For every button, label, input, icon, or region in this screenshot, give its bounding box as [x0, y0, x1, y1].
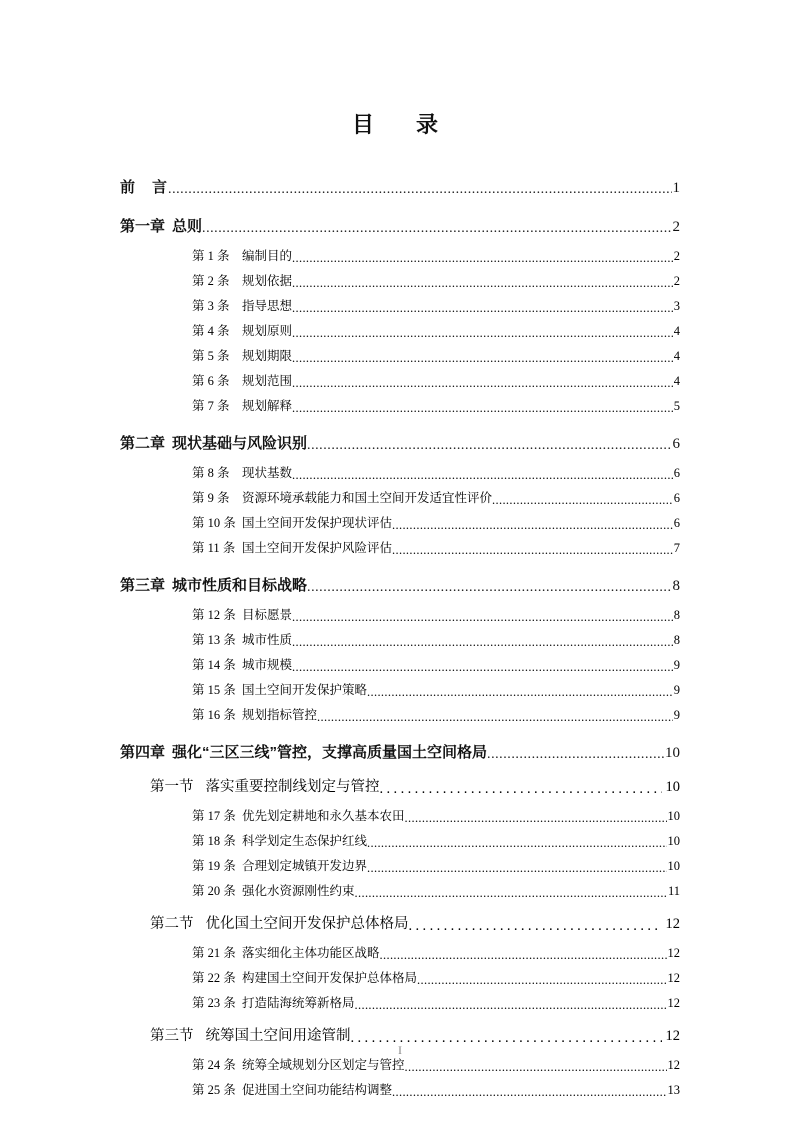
toc-entry-article[interactable]: [192, 831, 680, 849]
leader-dots: [168, 182, 671, 197]
article-number: 第 18 条: [192, 834, 236, 848]
toc-entry-label: 前 言: [120, 179, 169, 196]
toc-entry-label: [192, 856, 367, 874]
toc-entry-article[interactable]: [192, 271, 680, 289]
chapter-title: 强化“三区三线”管控，支撑高质量国土空间格局: [172, 744, 488, 761]
toc-entry-article[interactable]: [192, 630, 680, 648]
article-number: 第 19 条: [192, 859, 236, 873]
toc-entry-label: [192, 943, 380, 961]
leader-dots: [292, 277, 673, 290]
article-title: 科学划定生态保护红线: [242, 834, 368, 848]
toc-entry-page: 4: [673, 324, 680, 338]
toc-entry-article[interactable]: [192, 463, 680, 481]
toc-entry-section-3[interactable]: [150, 1024, 680, 1045]
toc-entry-article[interactable]: [192, 538, 680, 556]
toc-entry-page: 7: [673, 541, 680, 555]
toc-entry-page: 10: [667, 859, 680, 873]
leader-dots: [292, 611, 673, 624]
chapter-title: 城市性质和目标战略: [172, 577, 308, 594]
chapter-number: 第三章: [120, 577, 166, 594]
toc-entry-label: [192, 881, 355, 899]
article-number: 第 4 条: [192, 324, 230, 338]
leader-dots: [307, 438, 671, 453]
toc-entry-article[interactable]: [192, 396, 680, 414]
chapter-title: 总则: [172, 218, 203, 235]
toc-entry-label: [192, 346, 292, 364]
toc-entry-article[interactable]: [192, 488, 680, 506]
toc-entry-label: [192, 630, 292, 648]
leader-dots: [409, 919, 662, 934]
article-title: 现状基数: [242, 466, 293, 480]
toc-entry-article[interactable]: [192, 513, 680, 531]
toc-entry-article[interactable]: [192, 296, 680, 314]
toc-entry-label: [192, 680, 367, 698]
toc-entry-page: 6: [672, 436, 680, 452]
article-number: 第 24 条: [192, 1058, 236, 1072]
leader-dots: [487, 747, 664, 762]
toc-entry-page: 12: [667, 946, 680, 960]
toc-entry-front-matter[interactable]: [120, 176, 680, 197]
section-title: 落实重要控制线划定与管控: [205, 779, 380, 795]
leader-dots: [292, 327, 673, 340]
article-number: 第 16 条: [192, 708, 236, 722]
toc-entry-page: 8: [672, 578, 680, 594]
leader-dots: [392, 1086, 666, 1099]
article-number: 第 23 条: [192, 996, 236, 1010]
page-footer: I: [398, 1043, 402, 1057]
page-title: 目 录: [351, 112, 448, 137]
article-group-chapter-3: [120, 605, 680, 723]
article-title: 城市规模: [242, 658, 293, 672]
toc-entry-page: 11: [667, 884, 680, 898]
leader-dots: [355, 887, 667, 900]
article-group-chapter-1: [120, 246, 680, 414]
toc-entry-chapter-3[interactable]: [120, 574, 680, 595]
toc-entry-page: 13: [667, 1083, 680, 1097]
leader-dots: [292, 402, 673, 415]
toc-entry-article[interactable]: [192, 371, 680, 389]
article-number: 第 8 条: [192, 466, 230, 480]
article-number: 第 5 条: [192, 349, 230, 363]
toc-entry-article[interactable]: [192, 346, 680, 364]
article-title: 资源环境承载能力和国土空间开发适宜性评价: [242, 491, 493, 505]
leader-dots: [292, 469, 673, 482]
article-number: 第 9 条: [192, 491, 230, 505]
leader-dots: [405, 1061, 667, 1074]
toc-entry-page: 12: [667, 971, 680, 985]
toc-entry-label: [192, 371, 292, 389]
toc-entry-section-2[interactable]: [150, 912, 680, 933]
toc-entry-label: [120, 741, 487, 762]
toc-entry-label: [192, 271, 292, 289]
article-number: 第 1 条: [192, 249, 230, 263]
article-title: 统筹全域规划分区划定与管控: [242, 1058, 405, 1072]
toc-entry-page: 9: [673, 683, 680, 697]
leader-dots: [417, 974, 666, 987]
toc-entry-page: 12: [667, 996, 680, 1010]
toc-entry-page: 9: [673, 658, 680, 672]
leader-dots: [307, 580, 671, 595]
article-number: 第 17 条: [192, 809, 236, 823]
chapter-number: 第四章: [120, 744, 166, 761]
toc-entry-page: 4: [673, 374, 680, 388]
article-title: 落实细化主体功能区战略: [242, 946, 380, 960]
leader-dots: [292, 636, 673, 649]
article-title: 规划期限: [242, 349, 293, 363]
article-title: 规划范围: [242, 374, 293, 388]
toc-entry-page: 5: [673, 399, 680, 413]
section-number: 第二节: [150, 916, 194, 932]
toc-entry-label: [192, 605, 292, 623]
toc-entry-label: [192, 513, 392, 531]
toc-entry-article[interactable]: [192, 605, 680, 623]
toc-entry-label: [192, 968, 417, 986]
article-number: 第 10 条: [192, 516, 236, 530]
article-group-section-1: [120, 806, 680, 899]
toc-entry-page: 6: [673, 466, 680, 480]
toc-entry-label: [192, 321, 292, 339]
toc-entry-page: 1: [672, 180, 680, 196]
toc-entry-label: [192, 296, 292, 314]
leader-dots: [492, 494, 673, 507]
toc-entry-label: [192, 463, 292, 481]
section-number: 第一节: [150, 779, 194, 795]
leader-dots: [292, 252, 673, 265]
article-number: 第 25 条: [192, 1083, 236, 1097]
toc-entry-article[interactable]: [192, 246, 680, 264]
leader-dots: [292, 352, 673, 365]
toc-entry-label: [192, 831, 367, 849]
article-title: 编制目的: [242, 249, 293, 263]
article-title: 优先划定耕地和永久基本农田: [242, 809, 405, 823]
article-title: 规划依据: [242, 274, 293, 288]
toc-entry-page: 6: [673, 491, 680, 505]
toc-entry-chapter-2[interactable]: [120, 432, 680, 453]
toc-entry-label: [192, 488, 492, 506]
toc-entry-page: 2: [673, 274, 680, 288]
toc-entry-label: [120, 432, 307, 453]
article-title: 强化水资源刚性约束: [242, 884, 355, 898]
toc-entry-article[interactable]: [192, 943, 680, 961]
article-number: 第 2 条: [192, 274, 230, 288]
toc-entry-page: 10: [665, 745, 680, 761]
toc-entry-article[interactable]: [192, 705, 680, 723]
article-group-section-3: [120, 1055, 680, 1098]
toc-entry-page: 12: [667, 1058, 680, 1072]
toc-entry-article[interactable]: [192, 968, 680, 986]
chapter-number: 第一章: [120, 218, 166, 235]
toc-entry-label: [192, 993, 355, 1011]
article-number: 第 7 条: [192, 399, 230, 413]
chapter-title: 现状基础与风险识别: [172, 435, 308, 452]
article-title: 规划解释: [242, 399, 293, 413]
article-group-section-2: [120, 943, 680, 1011]
article-number: 第 20 条: [192, 884, 236, 898]
article-number: 第 21 条: [192, 946, 236, 960]
toc-entry-page: 12: [665, 1028, 680, 1044]
toc-entry-page: 3: [673, 299, 680, 313]
toc-entry-page: 2: [672, 219, 680, 235]
leader-dots: [292, 377, 673, 390]
toc-entry-page: 8: [673, 633, 680, 647]
toc-entry-page: 10: [667, 809, 680, 823]
leader-dots: [367, 862, 666, 875]
toc-entry-label: [192, 246, 292, 264]
toc-entry-article[interactable]: [192, 993, 680, 1011]
leader-dots: [367, 686, 673, 699]
toc-entry-article[interactable]: [192, 655, 680, 673]
toc-entry-label: [150, 1024, 351, 1045]
leader-dots: [355, 999, 667, 1012]
article-number: 第 14 条: [192, 658, 236, 672]
toc-entry-article[interactable]: [192, 1080, 680, 1098]
toc-entry-article[interactable]: [192, 881, 680, 899]
toc-entry-page: 8: [673, 608, 680, 622]
leader-dots: [380, 782, 662, 797]
article-title: 促进国土空间功能结构调整: [242, 1083, 393, 1097]
article-title: 构建国土空间开发保护总体格局: [242, 971, 418, 985]
toc-entry-article[interactable]: [192, 806, 680, 824]
section-number: 第三节: [150, 1028, 194, 1044]
toc-entry-page: 4: [673, 349, 680, 363]
leader-dots: [392, 519, 673, 532]
article-number: 第 6 条: [192, 374, 230, 388]
article-number: 第 22 条: [192, 971, 236, 985]
toc-entry-article[interactable]: [192, 680, 680, 698]
article-title: 合理划定城镇开发边界: [242, 859, 368, 873]
leader-dots: [292, 302, 673, 315]
toc-entry-label: [150, 912, 409, 933]
toc-entry-page: 10: [667, 834, 680, 848]
leader-dots: [367, 837, 666, 850]
toc-entry-page: 6: [673, 516, 680, 530]
section-title: 统筹国土空间用途管制: [205, 1028, 351, 1044]
leader-dots: [392, 544, 673, 557]
leader-dots: [292, 661, 673, 674]
article-title: 规划原则: [242, 324, 293, 338]
article-title: 规划指标管控: [242, 708, 318, 722]
toc-entry-page: 10: [665, 779, 680, 795]
toc-entry-chapter-4[interactable]: [120, 741, 680, 762]
leader-dots: [405, 812, 667, 825]
toc-entry-label: [120, 574, 307, 595]
toc-entry-chapter-1[interactable]: [120, 215, 680, 236]
toc-entry-label: [192, 538, 392, 556]
toc-entry-label: [120, 215, 202, 236]
leader-dots: [317, 711, 673, 724]
toc-entry-page: 2: [673, 249, 680, 263]
article-title: 目标愿景: [242, 608, 293, 622]
toc-entry-label: [192, 705, 317, 723]
article-number: 第 12 条: [192, 608, 236, 622]
toc-entry-page: 9: [673, 708, 680, 722]
toc-entry-article[interactable]: [192, 856, 680, 874]
toc-entry-section-1[interactable]: [150, 775, 680, 796]
toc-entry-label: [192, 806, 405, 824]
section-title: 优化国土空间开发保护总体格局: [205, 916, 409, 932]
article-title: 国土空间开发保护策略: [242, 683, 368, 697]
leader-dots: [202, 221, 671, 236]
article-title: 指导思想: [242, 299, 293, 313]
toc-entry-label: [150, 775, 380, 796]
toc-entry-label: [192, 655, 292, 673]
article-title: 打造陆海统筹新格局: [242, 996, 355, 1010]
article-number: 第 11 条: [192, 541, 236, 555]
chapter-number: 第二章: [120, 435, 166, 452]
article-title: 国土空间开发保护现状评估: [242, 516, 393, 530]
article-number: 第 13 条: [192, 633, 236, 647]
toc-content: [120, 0, 680, 1098]
article-number: 第 15 条: [192, 683, 236, 697]
toc-entry-article[interactable]: [192, 321, 680, 339]
leader-dots: [380, 949, 667, 962]
article-title: 国土空间开发保护风险评估: [242, 541, 393, 555]
toc-entry-label: [192, 1080, 392, 1098]
article-title: 城市性质: [242, 633, 293, 647]
toc-entry-label: [192, 396, 292, 414]
article-group-chapter-2: [120, 463, 680, 556]
toc-entry-page: 12: [665, 916, 680, 932]
article-number: 第 3 条: [192, 299, 230, 313]
